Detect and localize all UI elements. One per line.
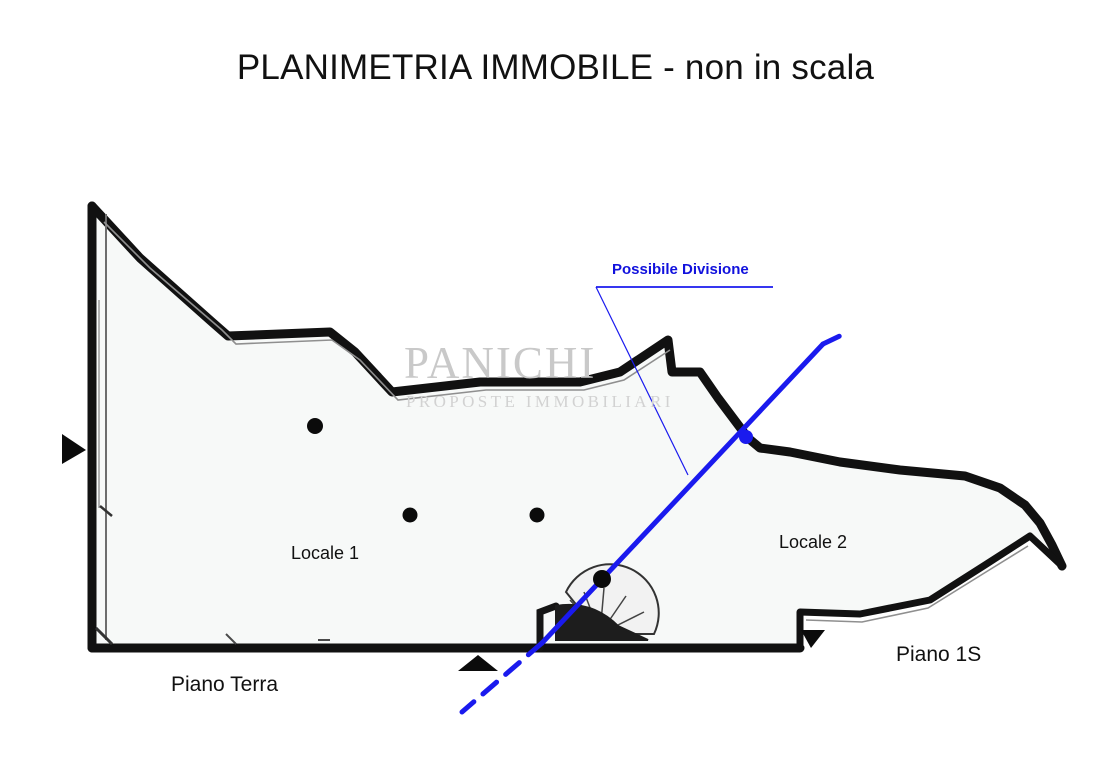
watermark-tagline: PROPOSTE IMMOBILIARI <box>406 392 674 411</box>
ceiling-point-1 <box>307 418 323 434</box>
level-label-piano-1s: Piano 1S <box>896 643 982 666</box>
division-wall-node <box>739 430 753 444</box>
page-title: PLANIMETRIA IMMOBILE - non in scala <box>236 48 875 87</box>
division-pivot-point <box>593 570 611 588</box>
annotation-possibile-divisione: Possibile Divisione <box>612 261 749 278</box>
door-arrow-bottom <box>458 655 498 671</box>
door-arrow-right <box>801 630 825 648</box>
division-line-dashed-lower <box>462 643 542 712</box>
door-arrow-left <box>62 434 86 464</box>
division-line-dashed-upper <box>823 332 848 344</box>
watermark-brand: PANICHI <box>404 338 597 388</box>
room-label-locale-1: Locale 1 <box>291 543 360 563</box>
ceiling-point-3 <box>530 508 545 523</box>
room-label-locale-2: Locale 2 <box>779 532 848 552</box>
ceiling-point-2 <box>403 508 418 523</box>
level-label-piano-terra: Piano Terra <box>171 673 279 696</box>
